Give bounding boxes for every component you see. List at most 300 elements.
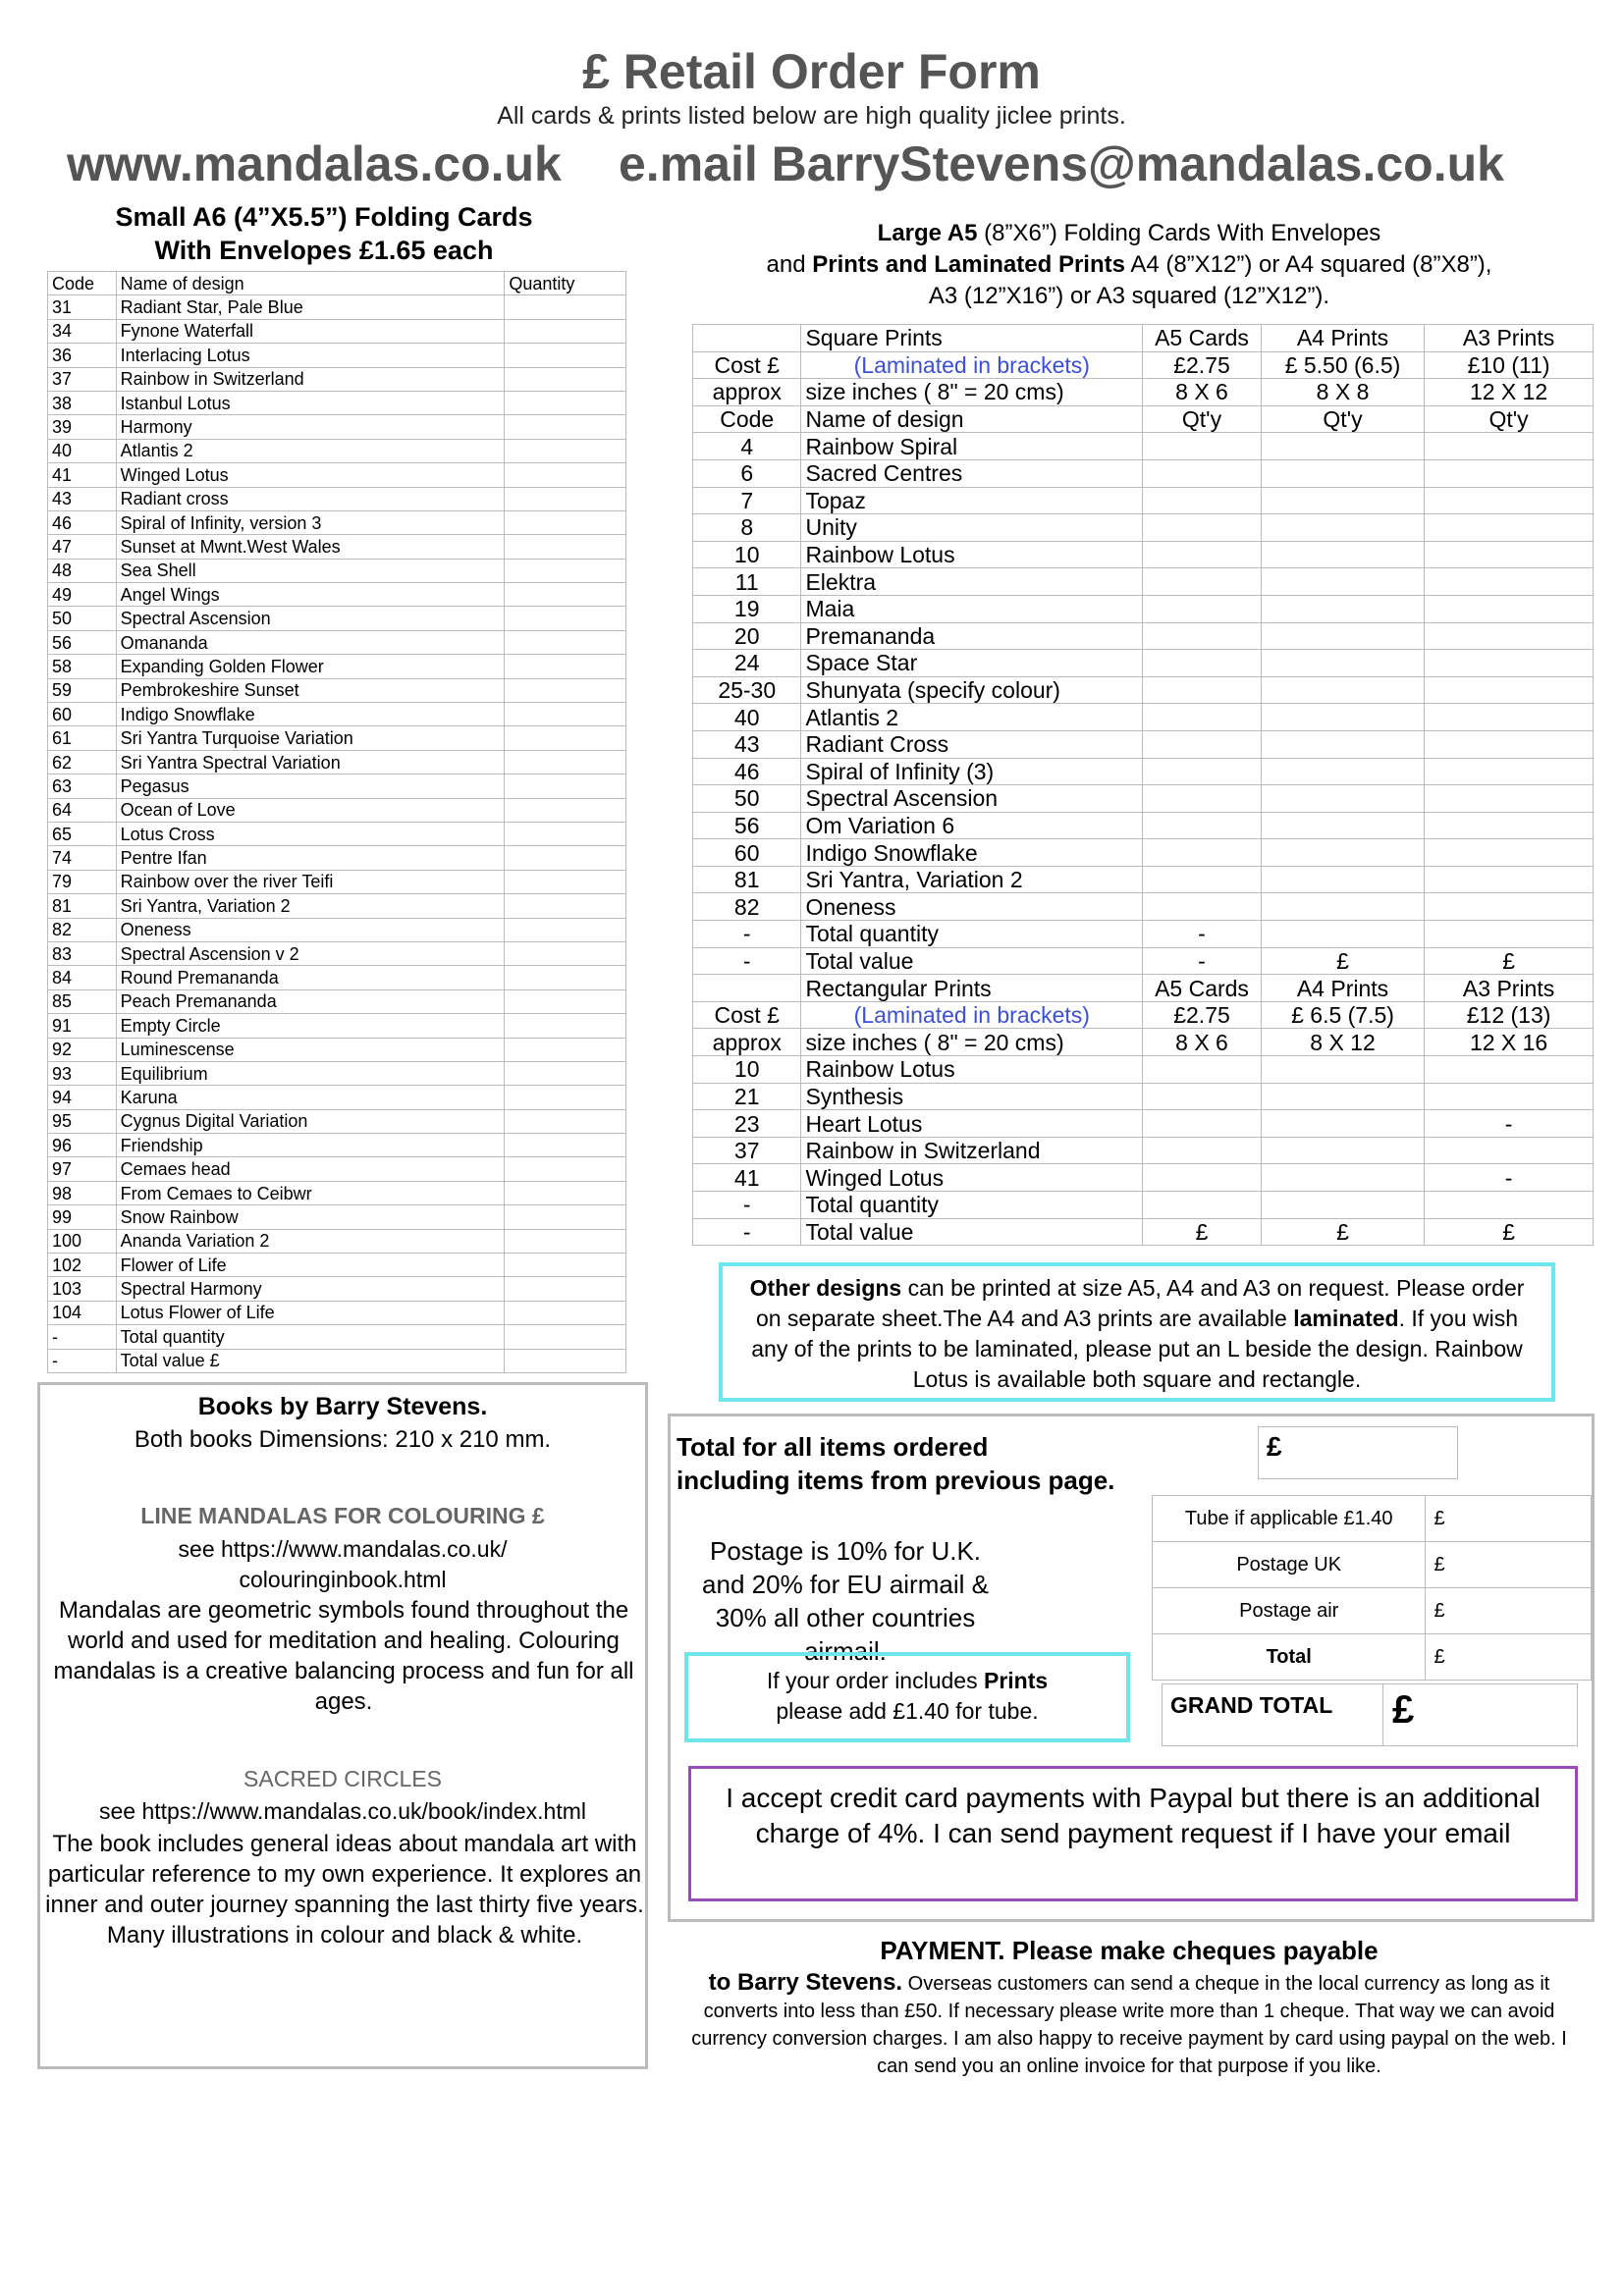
quantity-field[interactable]	[505, 559, 626, 582]
table-row	[48, 630, 626, 654]
quantity-field[interactable]	[505, 1277, 626, 1301]
design-code: 41	[48, 463, 117, 487]
table-row	[693, 704, 1594, 731]
design-code: 93	[48, 1061, 117, 1085]
design-name-cell: Spiral of Infinity (3)	[801, 758, 1143, 785]
a4-cell[interactable]	[1261, 893, 1424, 921]
large-heading-line1-text: (8”X6”) Folding Cards With Envelopes	[977, 220, 1381, 246]
design-name-cell: Space Star	[801, 650, 1143, 677]
table-row	[48, 1325, 626, 1349]
a4-cell[interactable]	[1261, 541, 1424, 568]
a3-cell[interactable]	[1425, 487, 1594, 514]
a3-cell[interactable]	[1425, 1083, 1594, 1110]
table-row	[48, 1254, 626, 1277]
quantity-field[interactable]	[505, 989, 626, 1013]
postage-value-field[interactable]: £	[1426, 1634, 1592, 1681]
a4-cell[interactable]	[1261, 676, 1424, 704]
total-label-line1: Total for all items ordered	[676, 1432, 989, 1462]
table-row	[693, 1192, 1594, 1219]
table-row	[693, 947, 1594, 975]
design-name: Omananda	[116, 630, 505, 654]
code-cell	[693, 975, 801, 1002]
table-row	[693, 730, 1594, 758]
postage-label: Postage UK	[1153, 1542, 1426, 1588]
design-name: Lotus Cross	[116, 822, 505, 845]
design-code: 58	[48, 655, 117, 678]
table-row	[48, 344, 626, 367]
design-name: Cemaes head	[116, 1157, 505, 1181]
design-name: Lotus Flower of Life	[116, 1301, 505, 1324]
a4-cell[interactable]	[1261, 1164, 1424, 1192]
a5-cell[interactable]	[1143, 1192, 1262, 1219]
a3-cell[interactable]	[1425, 650, 1594, 677]
a5-cell[interactable]	[1143, 650, 1262, 677]
a3-cell[interactable]	[1425, 622, 1594, 650]
a5-cell[interactable]	[1143, 622, 1262, 650]
table-row	[48, 1205, 626, 1229]
design-name: Ocean of Love	[116, 798, 505, 822]
code-cell: 10	[693, 541, 801, 568]
a4-cell[interactable]	[1261, 704, 1424, 731]
a4-cell[interactable]	[1261, 839, 1424, 867]
line-mandalas-url-part1[interactable]: see https://www.mandalas.co.uk/	[178, 1536, 508, 1562]
table-row	[48, 1277, 626, 1301]
design-name: Oneness	[116, 918, 505, 941]
a4-cell[interactable]	[1261, 1192, 1424, 1219]
quantity-field[interactable]	[505, 535, 626, 559]
a3-cell[interactable]	[1425, 921, 1594, 948]
a5-cell[interactable]	[1143, 514, 1262, 542]
postage-row	[1153, 1588, 1592, 1634]
postage-value-field[interactable]: £	[1426, 1588, 1592, 1634]
quantity-field[interactable]	[505, 966, 626, 989]
a4-cell[interactable]	[1261, 514, 1424, 542]
design-name: From Cemaes to Ceibwr	[116, 1181, 505, 1204]
code-cell: 6	[693, 459, 801, 487]
table-row	[48, 1134, 626, 1157]
a5-cell[interactable]	[1143, 541, 1262, 568]
table-row	[48, 1229, 626, 1253]
quantity-field[interactable]	[505, 487, 626, 510]
page-title: £ Retail Order Form	[582, 44, 1041, 99]
table-row	[48, 918, 626, 941]
design-code: 82	[48, 918, 117, 941]
table-row	[48, 487, 626, 510]
design-name-cell: Total value	[801, 1218, 1143, 1246]
table-row	[48, 726, 626, 750]
design-code: 48	[48, 559, 117, 582]
quantity-field[interactable]	[505, 1014, 626, 1038]
quantity-field[interactable]	[505, 1301, 626, 1324]
design-name: Istanbul Lotus	[116, 391, 505, 414]
design-code: 79	[48, 870, 117, 893]
other-designs-note	[719, 1262, 1555, 1402]
a4-cell[interactable]	[1261, 487, 1424, 514]
design-code: 65	[48, 822, 117, 845]
design-code: 37	[48, 367, 117, 391]
a5-cell[interactable]	[1143, 1164, 1262, 1192]
a5-cell[interactable]	[1143, 785, 1262, 813]
postage-row	[1153, 1496, 1592, 1542]
a5-cell[interactable]	[1143, 758, 1262, 785]
quantity-field[interactable]	[505, 344, 626, 367]
a3-cell[interactable]	[1425, 541, 1594, 568]
design-code: 43	[48, 487, 117, 510]
code-cell: 41	[693, 1164, 801, 1192]
a3-cell: £	[1425, 1218, 1594, 1246]
a5-cell[interactable]	[1143, 676, 1262, 704]
quantity-field[interactable]	[505, 798, 626, 822]
design-code: 100	[48, 1229, 117, 1253]
design-code: 56	[48, 630, 117, 654]
design-name: Harmony	[116, 415, 505, 439]
quantity-field[interactable]	[505, 941, 626, 965]
table-row	[693, 1164, 1594, 1192]
table-row	[693, 487, 1594, 514]
a4-cell[interactable]	[1261, 866, 1424, 893]
paypal-note: I accept credit card payments with Paypal but there is an additional charge of 4%. I can send payment request if I have your email	[688, 1766, 1578, 1901]
postage-label: Total	[1153, 1634, 1426, 1681]
design-name: Spectral Ascension	[116, 607, 505, 630]
design-name: Expanding Golden Flower	[116, 655, 505, 678]
a4-cell[interactable]	[1261, 595, 1424, 622]
design-name-cell: Premananda	[801, 622, 1143, 650]
other-designs-laminated: laminated	[1293, 1306, 1399, 1331]
design-name-cell: Square Prints	[801, 325, 1143, 352]
table-row	[693, 1110, 1594, 1138]
design-name-cell: Rainbow Spiral	[801, 433, 1143, 460]
design-code: 60	[48, 703, 117, 726]
design-code: 102	[48, 1254, 117, 1277]
quantity-field[interactable]	[505, 319, 626, 343]
a5-cell[interactable]	[1143, 1056, 1262, 1084]
a3-cell[interactable]	[1425, 433, 1594, 460]
table-row	[693, 758, 1594, 785]
design-code: 99	[48, 1205, 117, 1229]
a4-cell[interactable]	[1261, 459, 1424, 487]
design-name: Spectral Ascension v 2	[116, 941, 505, 965]
a5-cell[interactable]	[1143, 1137, 1262, 1164]
a5-cell[interactable]	[1143, 839, 1262, 867]
design-name-cell: Sacred Centres	[801, 459, 1143, 487]
quantity-field[interactable]	[505, 774, 626, 798]
quantity-field[interactable]	[505, 1254, 626, 1277]
large-heading-line3: A3 (12”X16”) or A3 squared (12”X12”).	[928, 283, 1330, 309]
code-cell: -	[693, 921, 801, 948]
table-row	[48, 774, 626, 798]
code-cell: 20	[693, 622, 801, 650]
a3-cell[interactable]	[1425, 758, 1594, 785]
design-name-cell: Total value	[801, 947, 1143, 975]
code-cell: 24	[693, 650, 801, 677]
table-row	[48, 583, 626, 607]
design-code: 98	[48, 1181, 117, 1204]
table-row	[693, 893, 1594, 921]
a5-cell[interactable]	[1143, 487, 1262, 514]
quantity-field[interactable]	[505, 1181, 626, 1204]
design-name: Friendship	[116, 1134, 505, 1157]
a5-cell[interactable]	[1143, 459, 1262, 487]
table-row	[693, 405, 1594, 433]
code-cell: 19	[693, 595, 801, 622]
postage-value-field[interactable]: £	[1426, 1542, 1592, 1588]
a3-cell[interactable]	[1425, 676, 1594, 704]
quantity-field[interactable]	[505, 750, 626, 774]
code-cell: 40	[693, 704, 801, 731]
design-name: Spiral of Infinity, version 3	[116, 510, 505, 534]
grand-total-box	[1162, 1683, 1578, 1746]
quantity-field[interactable]	[505, 726, 626, 750]
a4-cell[interactable]	[1261, 730, 1424, 758]
a4-cell: 8 X 8	[1261, 379, 1424, 406]
a4-cell[interactable]	[1261, 1137, 1424, 1164]
quantity-field[interactable]	[505, 918, 626, 941]
large-cards-heading	[687, 218, 1571, 312]
table-row	[48, 966, 626, 989]
design-name-cell: Heart Lotus	[801, 1110, 1143, 1138]
design-code: 92	[48, 1038, 117, 1061]
payment-details: Overseas customers can send a cheque in the local currency as long as it converts into less than £50. If necessary please write more than 1 cheque. That way we can avoid currency conversion charges. I am also happy to receive payment by card using paypal on the web. I can send you an online invoice for that purpose if you like.	[691, 1973, 1567, 2077]
a3-cell[interactable]	[1425, 730, 1594, 758]
large-heading-line2-prefix: and	[766, 251, 813, 278]
quantity-field[interactable]	[505, 583, 626, 607]
table-row	[693, 1056, 1594, 1084]
grand-total-field[interactable]: £	[1392, 1688, 1415, 1732]
table-row	[693, 975, 1594, 1002]
quantity-field[interactable]	[505, 1134, 626, 1157]
a3-cell[interactable]	[1425, 785, 1594, 813]
payment-text	[677, 1969, 1581, 2080]
postage-label: Postage air	[1153, 1588, 1426, 1634]
a4-cell[interactable]	[1261, 1056, 1424, 1084]
a4-cell[interactable]	[1261, 650, 1424, 677]
design-name-cell: Unity	[801, 514, 1143, 542]
sacred-circles-url[interactable]: see https://www.mandalas.co.uk/book/index.html	[98, 1798, 587, 1824]
total-items-field[interactable]: £	[1258, 1426, 1458, 1479]
a4-cell[interactable]	[1261, 812, 1424, 839]
table-row	[48, 415, 626, 439]
table-row	[48, 1086, 626, 1109]
design-code: 50	[48, 607, 117, 630]
quantity-field[interactable]	[505, 630, 626, 654]
design-name: Total value £	[116, 1349, 505, 1372]
quantity-field[interactable]	[505, 1229, 626, 1253]
postage-label: Tube if applicable £1.40	[1153, 1496, 1426, 1542]
table-row	[48, 295, 626, 319]
table-header-row	[48, 272, 626, 295]
table-row	[48, 894, 626, 918]
a5-cell[interactable]	[1143, 893, 1262, 921]
email-link[interactable]: e.mail BarryStevens@mandalas.co.uk	[619, 136, 1504, 191]
quantity-field[interactable]	[505, 510, 626, 534]
quantity-field[interactable]	[505, 1157, 626, 1181]
table-row	[693, 1029, 1594, 1056]
table-row	[693, 676, 1594, 704]
design-code: 40	[48, 439, 117, 462]
quantity-field[interactable]	[505, 463, 626, 487]
quantity-field[interactable]	[505, 607, 626, 630]
a3-cell: 12 X 12	[1425, 379, 1594, 406]
design-name: Atlantis 2	[116, 439, 505, 462]
quantity-field[interactable]	[505, 439, 626, 462]
a5-cell[interactable]	[1143, 595, 1262, 622]
line-mandalas-url-part2[interactable]: colouringinbook.html	[239, 1567, 447, 1592]
a3-cell[interactable]	[1425, 839, 1594, 867]
a3-cell[interactable]	[1425, 866, 1594, 893]
a3-cell[interactable]	[1425, 459, 1594, 487]
design-name: Pegasus	[116, 774, 505, 798]
quantity-field[interactable]	[505, 1205, 626, 1229]
quantity-field[interactable]	[505, 1349, 626, 1372]
table-row	[48, 463, 626, 487]
quantity-field[interactable]	[505, 678, 626, 702]
code-cell	[693, 325, 801, 352]
a3-cell[interactable]	[1425, 1192, 1594, 1219]
a4-cell: Qt'y	[1261, 405, 1424, 433]
quantity-field[interactable]	[505, 846, 626, 870]
total-label-line2: including items from previous page.	[676, 1466, 1115, 1495]
a5-cell: A5 Cards	[1143, 975, 1262, 1002]
table-row	[48, 1109, 626, 1133]
quantity-field[interactable]	[505, 870, 626, 893]
quantity-field[interactable]	[505, 1109, 626, 1133]
a4-cell[interactable]	[1261, 1083, 1424, 1110]
column-header-name: Name of design	[116, 272, 505, 295]
quantity-field[interactable]	[505, 655, 626, 678]
a5-cell[interactable]	[1143, 866, 1262, 893]
tube-note-bold: Prints	[983, 1668, 1049, 1693]
table-row	[693, 379, 1594, 406]
design-code: 46	[48, 510, 117, 534]
a5-cell[interactable]	[1143, 812, 1262, 839]
a3-cell[interactable]	[1425, 1137, 1594, 1164]
design-code: 94	[48, 1086, 117, 1109]
design-name-cell: Shunyata (specify colour)	[801, 676, 1143, 704]
a3-cell: Qt'y	[1425, 405, 1594, 433]
code-cell: 23	[693, 1110, 801, 1138]
quantity-field[interactable]	[505, 703, 626, 726]
table-row	[48, 559, 626, 582]
totals-panel	[668, 1414, 1595, 1922]
code-cell: Cost £	[693, 351, 801, 379]
a3-cell[interactable]	[1425, 595, 1594, 622]
table-row	[48, 319, 626, 343]
postage-value-field[interactable]: £	[1426, 1496, 1592, 1542]
table-row	[693, 785, 1594, 813]
quantity-field[interactable]	[505, 1325, 626, 1349]
design-name: Spectral Harmony	[116, 1277, 505, 1301]
a3-cell[interactable]	[1425, 514, 1594, 542]
table-row	[693, 812, 1594, 839]
table-row	[48, 1038, 626, 1061]
table-row	[693, 1083, 1594, 1110]
a3-cell: -	[1425, 1164, 1594, 1192]
grand-total-label: GRAND TOTAL	[1170, 1692, 1333, 1718]
a3-cell[interactable]	[1425, 704, 1594, 731]
design-name-cell: Total quantity	[801, 921, 1143, 948]
a4-cell[interactable]	[1261, 758, 1424, 785]
design-name: Rainbow in Switzerland	[116, 367, 505, 391]
code-cell: 43	[693, 730, 801, 758]
a4-cell: £ 6.5 (7.5)	[1261, 1001, 1424, 1029]
a4-cell[interactable]	[1261, 622, 1424, 650]
quantity-field[interactable]	[505, 894, 626, 918]
a3-cell[interactable]	[1425, 812, 1594, 839]
a3-cell: -	[1425, 1110, 1594, 1138]
design-name-cell: Total quantity	[801, 1192, 1143, 1219]
table-row	[693, 650, 1594, 677]
quantity-field[interactable]	[505, 295, 626, 319]
quantity-field[interactable]	[505, 415, 626, 439]
quantity-field[interactable]	[505, 367, 626, 391]
tube-note	[684, 1652, 1130, 1742]
a5-cell[interactable]	[1143, 1110, 1262, 1138]
total-label	[676, 1430, 1114, 1497]
quantity-field[interactable]	[505, 391, 626, 414]
quantity-field[interactable]	[505, 1086, 626, 1109]
a5-cell[interactable]	[1143, 730, 1262, 758]
a3-cell[interactable]	[1425, 1056, 1594, 1084]
a4-cell[interactable]	[1261, 1110, 1424, 1138]
code-cell: 25-30	[693, 676, 801, 704]
table-row	[48, 367, 626, 391]
table-row	[48, 655, 626, 678]
quantity-field[interactable]	[505, 1038, 626, 1061]
payment-title: PAYMENT. Please make cheques payable	[880, 1936, 1379, 1965]
quantity-field[interactable]	[505, 822, 626, 845]
design-code: 85	[48, 989, 117, 1013]
a4-cell[interactable]	[1261, 921, 1424, 948]
postage-info: Postage is 10% for U.K. and 20% for EU airmail & 30% all other countries airmail.	[702, 1536, 989, 1666]
quantity-field[interactable]	[505, 1061, 626, 1085]
a3-cell: £10 (11)	[1425, 351, 1594, 379]
a5-cell[interactable]	[1143, 704, 1262, 731]
design-code: 81	[48, 894, 117, 918]
a4-cell[interactable]	[1261, 433, 1424, 460]
design-code: 104	[48, 1301, 117, 1324]
code-cell: 81	[693, 866, 801, 893]
design-code: 36	[48, 344, 117, 367]
a5-cell[interactable]	[1143, 568, 1262, 596]
a5-cell: A5 Cards	[1143, 325, 1262, 352]
column-header-code: Code	[48, 272, 117, 295]
design-name-cell: size inches ( 8" = 20 cms)	[801, 379, 1143, 406]
a4-cell[interactable]	[1261, 785, 1424, 813]
line-mandalas-url[interactable]	[40, 1534, 645, 1595]
code-cell: -	[693, 1218, 801, 1246]
table-row	[48, 703, 626, 726]
a5-cell: 8 X 6	[1143, 1029, 1262, 1056]
design-code: 96	[48, 1134, 117, 1157]
a4-cell[interactable]	[1261, 568, 1424, 596]
design-code: 49	[48, 583, 117, 607]
a5-cell: £2.75	[1143, 1001, 1262, 1029]
design-name: Sri Yantra Spectral Variation	[116, 750, 505, 774]
a3-cell: A3 Prints	[1425, 975, 1594, 1002]
table-row	[693, 1137, 1594, 1164]
a4-cell: £ 5.50 (6.5)	[1261, 351, 1424, 379]
code-cell: 4	[693, 433, 801, 460]
design-name: Equilibrium	[116, 1061, 505, 1085]
a5-cell[interactable]	[1143, 433, 1262, 460]
design-name-cell: (Laminated in brackets)	[801, 1001, 1143, 1029]
a3-cell[interactable]	[1425, 568, 1594, 596]
a3-cell[interactable]	[1425, 893, 1594, 921]
a5-cell[interactable]	[1143, 1083, 1262, 1110]
design-name-cell: Oneness	[801, 893, 1143, 921]
website-link[interactable]: www.mandalas.co.uk	[67, 136, 562, 191]
table-row	[48, 391, 626, 414]
